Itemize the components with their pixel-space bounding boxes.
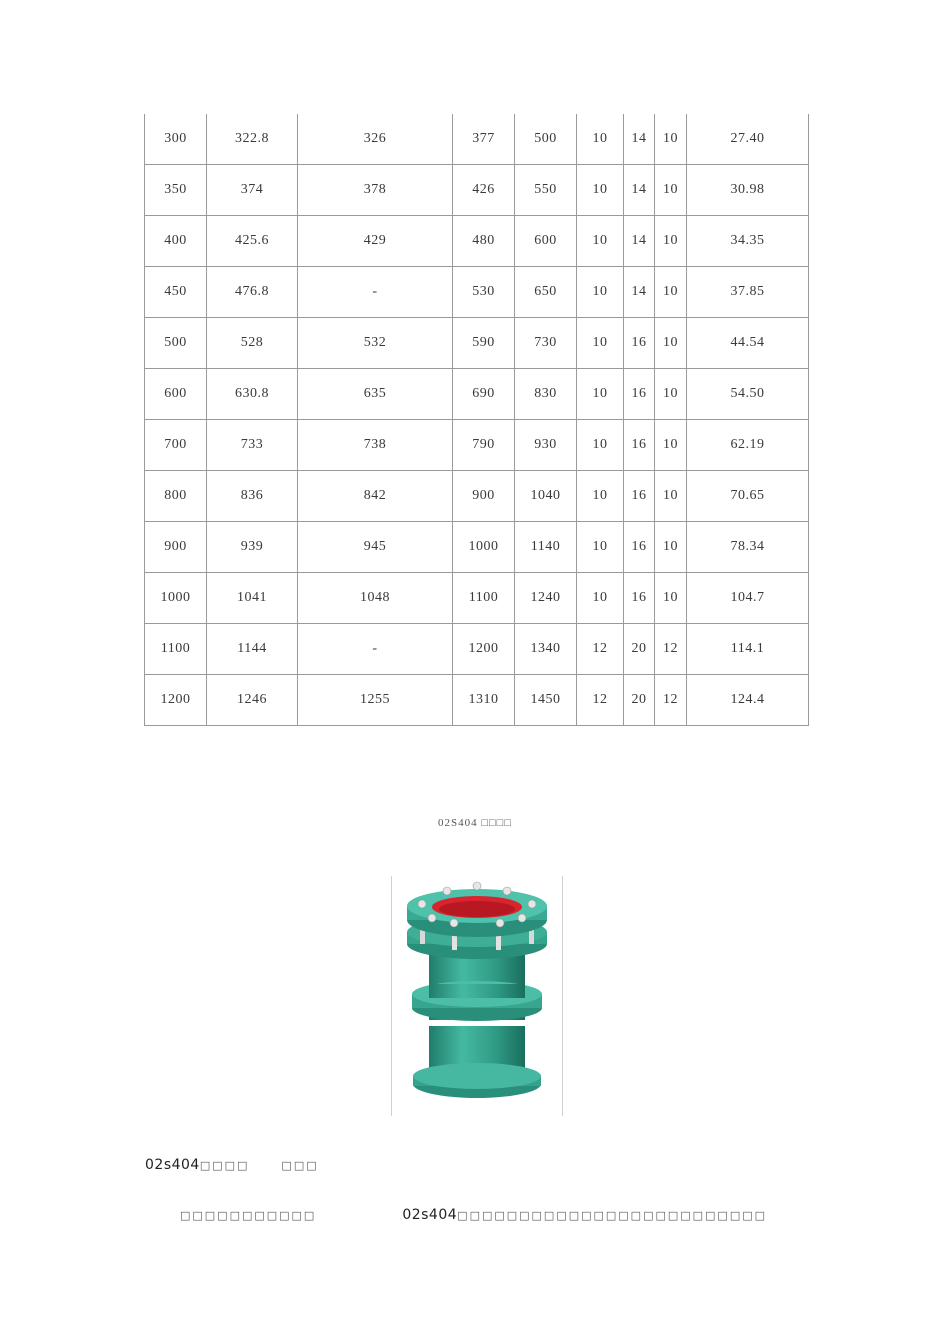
table-row bbox=[145, 267, 809, 318]
table-row bbox=[145, 318, 809, 369]
pipe-sleeve-icon bbox=[392, 876, 562, 1116]
paragraph-prefix: □□□□□□□□□□□ bbox=[180, 1209, 317, 1222]
table-cell: 590 bbox=[453, 318, 515, 369]
table-cell: 20 bbox=[624, 675, 655, 726]
table-cell: 500 bbox=[145, 318, 207, 369]
table-cell: 16 bbox=[624, 471, 655, 522]
table-cell: 10 bbox=[655, 165, 687, 216]
table-cell: 1048 bbox=[298, 573, 453, 624]
table-cell: 378 bbox=[298, 165, 453, 216]
table-row bbox=[145, 369, 809, 420]
table-cell: 30.98 bbox=[687, 165, 809, 216]
paragraph-number: 02s404 bbox=[402, 1207, 458, 1223]
table-cell: 730 bbox=[515, 318, 577, 369]
table-cell: - bbox=[298, 624, 453, 675]
table-cell: 78.34 bbox=[687, 522, 809, 573]
table-cell: 34.35 bbox=[687, 216, 809, 267]
table-cell: 1100 bbox=[453, 573, 515, 624]
table-cell: 450 bbox=[145, 267, 207, 318]
table-cell: 476.8 bbox=[207, 267, 298, 318]
table-cell: 12 bbox=[577, 624, 624, 675]
table-cell: 550 bbox=[515, 165, 577, 216]
table-cell: 16 bbox=[624, 573, 655, 624]
table-cell: 20 bbox=[624, 624, 655, 675]
table-cell: 530 bbox=[453, 267, 515, 318]
table-cell: 1450 bbox=[515, 675, 577, 726]
table-cell: 10 bbox=[577, 267, 624, 318]
table-cell: 930 bbox=[515, 420, 577, 471]
table-cell: 16 bbox=[624, 369, 655, 420]
table-cell: 16 bbox=[624, 420, 655, 471]
table-cell: 425.6 bbox=[207, 216, 298, 267]
table-cell: 1040 bbox=[515, 471, 577, 522]
table-cell: 10 bbox=[577, 471, 624, 522]
table-cell: 10 bbox=[577, 165, 624, 216]
table-cell: 842 bbox=[298, 471, 453, 522]
table-cell: 10 bbox=[577, 369, 624, 420]
table-cell: 10 bbox=[655, 216, 687, 267]
table-cell: 377 bbox=[453, 114, 515, 165]
table-cell: 900 bbox=[453, 471, 515, 522]
table-cell: 528 bbox=[207, 318, 298, 369]
figure-caption: 02S404 □□□□ bbox=[438, 817, 512, 829]
table-cell: 900 bbox=[145, 522, 207, 573]
table-cell: 326 bbox=[298, 114, 453, 165]
table-cell: 1041 bbox=[207, 573, 298, 624]
table-cell: 635 bbox=[298, 369, 453, 420]
table-cell: 14 bbox=[624, 267, 655, 318]
table-row bbox=[145, 420, 809, 471]
table-cell: 10 bbox=[655, 114, 687, 165]
table-cell: 10 bbox=[655, 471, 687, 522]
table-cell: 14 bbox=[624, 114, 655, 165]
table-cell: 10 bbox=[577, 216, 624, 267]
table-cell: 10 bbox=[577, 318, 624, 369]
table-cell: 830 bbox=[515, 369, 577, 420]
table-cell: 350 bbox=[145, 165, 207, 216]
table-row bbox=[145, 573, 809, 624]
table-cell: 322.8 bbox=[207, 114, 298, 165]
table-cell: 1144 bbox=[207, 624, 298, 675]
table-cell: 690 bbox=[453, 369, 515, 420]
table-cell: 1200 bbox=[145, 675, 207, 726]
table-cell: 1340 bbox=[515, 624, 577, 675]
heading-number: 02s404 bbox=[145, 1157, 200, 1173]
table-cell: 945 bbox=[298, 522, 453, 573]
table-cell: 16 bbox=[624, 318, 655, 369]
table-row bbox=[145, 165, 809, 216]
table-cell: 10 bbox=[655, 318, 687, 369]
table-cell: 600 bbox=[515, 216, 577, 267]
table-cell: 10 bbox=[577, 573, 624, 624]
table-cell: 10 bbox=[655, 369, 687, 420]
table-cell: 738 bbox=[298, 420, 453, 471]
table-cell: 800 bbox=[145, 471, 207, 522]
table-cell: 124.4 bbox=[687, 675, 809, 726]
table-cell: 16 bbox=[624, 522, 655, 573]
table-cell: 1310 bbox=[453, 675, 515, 726]
table-row bbox=[145, 114, 809, 165]
table-cell: 1246 bbox=[207, 675, 298, 726]
table-cell: 480 bbox=[453, 216, 515, 267]
table-cell: 700 bbox=[145, 420, 207, 471]
table-cell: 37.85 bbox=[687, 267, 809, 318]
table-cell: 500 bbox=[515, 114, 577, 165]
table-cell: 630.8 bbox=[207, 369, 298, 420]
spec-table bbox=[144, 114, 809, 726]
table-row bbox=[145, 216, 809, 267]
table-cell: 54.50 bbox=[687, 369, 809, 420]
table-row bbox=[145, 471, 809, 522]
table-cell: 70.65 bbox=[687, 471, 809, 522]
table-cell: 10 bbox=[655, 573, 687, 624]
table-cell: 27.40 bbox=[687, 114, 809, 165]
table-cell: 10 bbox=[655, 420, 687, 471]
heading-text: □□□□ bbox=[199, 1159, 250, 1172]
table-row bbox=[145, 624, 809, 675]
heading-extra: □□□ bbox=[281, 1159, 319, 1172]
table-cell: 1000 bbox=[453, 522, 515, 573]
table-cell: 400 bbox=[145, 216, 207, 267]
body-paragraph bbox=[180, 1207, 767, 1223]
table-cell: 939 bbox=[207, 522, 298, 573]
table-body bbox=[145, 114, 809, 726]
section-heading bbox=[145, 1157, 319, 1173]
table-cell: 429 bbox=[298, 216, 453, 267]
table-cell: 14 bbox=[624, 165, 655, 216]
table-cell: 300 bbox=[145, 114, 207, 165]
table-cell: 1140 bbox=[515, 522, 577, 573]
table-row bbox=[145, 522, 809, 573]
table-cell: 10 bbox=[577, 114, 624, 165]
table-cell: 650 bbox=[515, 267, 577, 318]
table-cell: 600 bbox=[145, 369, 207, 420]
table-cell: 14 bbox=[624, 216, 655, 267]
table-cell: 44.54 bbox=[687, 318, 809, 369]
table-cell: 104.7 bbox=[687, 573, 809, 624]
table-cell: 12 bbox=[577, 675, 624, 726]
table-cell: 10 bbox=[655, 267, 687, 318]
table-row bbox=[145, 675, 809, 726]
table-cell: 426 bbox=[453, 165, 515, 216]
table-cell: 12 bbox=[655, 675, 687, 726]
table-cell: 10 bbox=[577, 522, 624, 573]
table-cell: - bbox=[298, 267, 453, 318]
table-cell: 10 bbox=[655, 522, 687, 573]
table-cell: 62.19 bbox=[687, 420, 809, 471]
table-cell: 10 bbox=[577, 420, 624, 471]
table-cell: 1255 bbox=[298, 675, 453, 726]
table-cell: 790 bbox=[453, 420, 515, 471]
table-cell: 532 bbox=[298, 318, 453, 369]
table-cell: 374 bbox=[207, 165, 298, 216]
table-cell: 836 bbox=[207, 471, 298, 522]
table-cell: 114.1 bbox=[687, 624, 809, 675]
product-photo bbox=[391, 876, 563, 1116]
table-cell: 1000 bbox=[145, 573, 207, 624]
table-cell: 1100 bbox=[145, 624, 207, 675]
table-cell: 1200 bbox=[453, 624, 515, 675]
table-cell: 1240 bbox=[515, 573, 577, 624]
table-cell: 733 bbox=[207, 420, 298, 471]
paragraph-rest: □□□□□□□□□□□□□□□□□□□□□□□□□ bbox=[457, 1209, 767, 1222]
table-cell: 12 bbox=[655, 624, 687, 675]
